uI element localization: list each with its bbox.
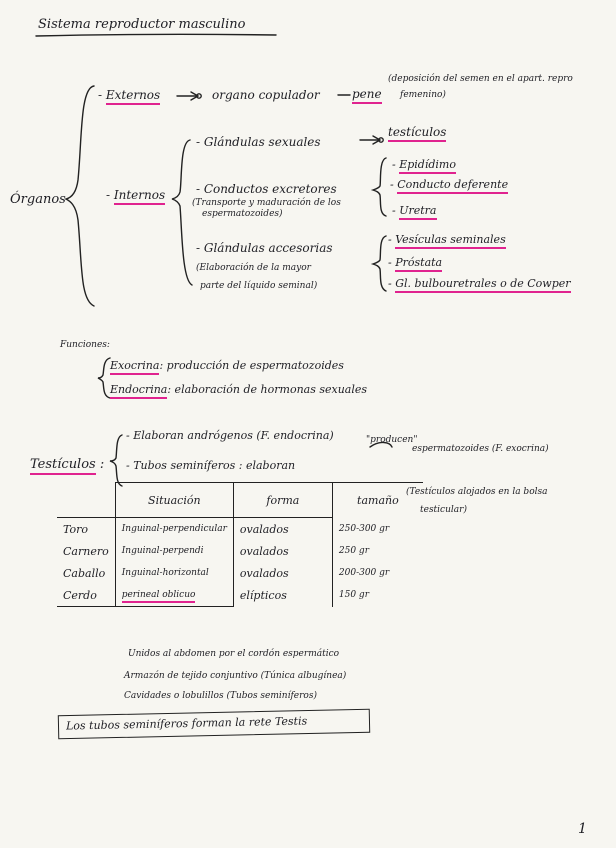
organos-label: Órganos: [10, 192, 66, 207]
table-cell: Carnero: [63, 544, 109, 558]
accesoria-item-vesiculas: - Vesículas seminales: [388, 234, 506, 245]
conducto-item-deferente: - Conducto deferente: [390, 179, 508, 190]
table-cell: 200-300 gr: [338, 568, 390, 578]
funcion-endocrina: Endocrina: elaboración de hormonas sexuales: [110, 384, 367, 395]
table-cell: 250 gr: [338, 546, 369, 556]
table-cell: ovalados: [233, 562, 332, 584]
note-cordon: Unidos al abdomen por el cordón espermático: [128, 649, 340, 659]
table-cell: Cerdo: [57, 584, 115, 607]
boxed-statement: Los tubos seminíferos forman la rete Testis: [65, 714, 308, 733]
funcion-exocrina: Exocrina: producción de espermatozoides: [110, 360, 344, 371]
externos-label: - Externos: [98, 89, 160, 101]
species-table: [57, 482, 423, 607]
glandulas-sexuales: - Glándulas sexuales: [196, 135, 321, 149]
table-cell: Inguinal-perpendicular: [115, 518, 233, 541]
table-header-row: [57, 483, 423, 518]
table-cell: 150 gr: [338, 590, 369, 601]
conducto-item-epididimo: - Epidídimo: [392, 159, 456, 170]
testiculos-term: testículos: [388, 126, 446, 138]
note-cavidades: Cavidades o lobulillos (Tubos seminíferos): [124, 691, 317, 701]
table-cell: Toro: [57, 518, 115, 541]
table-cell: ovalados: [233, 518, 332, 541]
table-cell: 250-300 gr: [338, 523, 390, 534]
table-cell: elípticos: [233, 584, 332, 607]
testiculos-note-2: testicular): [420, 505, 467, 515]
table-row: [57, 518, 423, 541]
accesorias-note-2: parte del líquido seminal): [200, 281, 318, 291]
externos-note-1: (deposición del semen en el apart. repro: [388, 74, 573, 84]
testiculos-item-androgenos: - Elaboran andrógenos (F. endocrina): [126, 429, 334, 442]
table-row: [57, 540, 423, 562]
table-cell: ovalados: [233, 540, 332, 562]
testiculos-item-tubos: - Tubos seminíferos : elaboran: [126, 459, 296, 472]
note-armazon: Armazón de tejido conjuntivo (Túnica albugínea): [124, 671, 347, 681]
conducto-item-uretra: - Uretra: [392, 205, 437, 216]
accesoria-item-prostata: - Próstata: [388, 257, 442, 268]
accesoria-item-cowper: - Gl. bulbouretrales o de Cowper: [388, 278, 571, 289]
table-header: forma: [233, 483, 332, 518]
table-header: [57, 483, 115, 518]
table-cell: Caballo: [63, 566, 106, 580]
page-title: Sistema reproductor masculino: [38, 17, 246, 32]
internos-label: - Internos: [106, 189, 165, 201]
externos-arrow-text: organo copulador: [212, 88, 320, 102]
testiculos-note-1: (Testículos alojados en la bolsa: [406, 487, 548, 497]
glandulas-accesorias: - Glándulas accesorias: [196, 241, 333, 255]
funciones-label: Funciones:: [60, 340, 110, 350]
accesorias-note-1: (Elaboración de la mayor: [196, 263, 311, 273]
table-cell: Inguinal-horizontal: [115, 562, 233, 584]
table-cell: perineal oblicuo: [115, 584, 233, 607]
externos-note-2: femenino): [400, 90, 446, 100]
table-cell: Inguinal-perpendi: [115, 540, 233, 562]
conductos-note-1: (Transporte y maduración de los: [192, 198, 341, 208]
tubos-espermatozoides: espermatozoides (F. exocrina): [412, 444, 549, 454]
pene-term: pene: [352, 88, 382, 100]
table-row: [57, 562, 423, 584]
conductos-excretores: - Conductos excretores: [196, 182, 337, 196]
tubos-producen: "producen": [366, 435, 418, 445]
table-header: Situación: [115, 483, 233, 518]
table-header: tamaño: [332, 483, 423, 518]
page-number: 1: [578, 821, 587, 837]
table-row: [57, 584, 423, 607]
conductos-note-2: espermatozoides): [202, 209, 283, 219]
testiculos-label: Testículos :: [30, 458, 104, 471]
